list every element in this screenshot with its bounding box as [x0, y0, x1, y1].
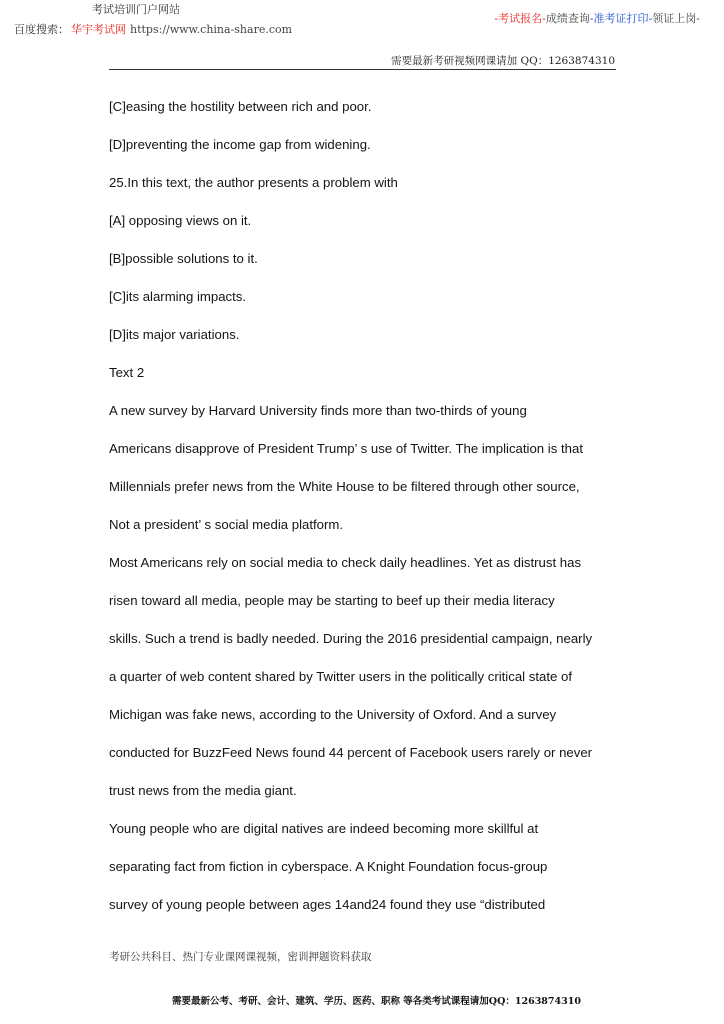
paragraph-line: Millennials prefer news from the White House to be filtered through other source, — [109, 479, 580, 494]
footer-note: 考研公共科目、热门专业课网课视频，密训押题资料获取 — [109, 951, 372, 963]
section-heading-text-2: Text 2 — [109, 365, 145, 380]
option-c-q25: [C]its alarming impacts. — [109, 289, 247, 304]
paragraph-line: Michigan was fake news, according to the University of Oxford. And a survey — [109, 707, 557, 722]
paragraph-line: Americans disapprove of President Trump’ s use of Twitter. The implication is that — [109, 441, 583, 456]
option-d-q24: [D]preventing the income gap from widening. — [109, 137, 371, 152]
header-links — [494, 10, 700, 26]
exam-registration-link[interactable]: -考试报名- — [494, 12, 546, 25]
score-query-link[interactable]: 成绩查询 — [545, 12, 590, 25]
paragraph-line: Not a president’ s social media platform. — [109, 517, 344, 532]
search-hint — [14, 21, 292, 37]
option-d-q25: [D]its major variations. — [109, 327, 240, 342]
paragraph-line: skills. Such a trend is badly needed. During the 2016 presidential campaign, nearly — [109, 631, 593, 646]
site-url[interactable]: https://www.china-share.com — [130, 23, 293, 36]
paragraph-line: trust news from the media giant. — [109, 783, 297, 798]
option-b-q25: [B]possible solutions to it. — [109, 251, 258, 266]
document-body — [109, 97, 619, 933]
paragraph-line: separating fact from fiction in cyberspace. A Knight Foundation focus-group — [109, 859, 548, 874]
option-a-q25: [A] opposing views on it. — [109, 213, 252, 228]
search-brand-link[interactable]: 华宇考试网 — [71, 23, 126, 36]
paragraph-line: risen toward all media, people may be starting to beef up their media literacy — [109, 593, 555, 608]
certificate-link[interactable]: 领证上岗- — [652, 12, 700, 25]
paragraph-line: Young people who are digital natives are indeed becoming more skillful at — [109, 821, 539, 836]
search-prefix: 百度搜索： — [14, 23, 69, 36]
paragraph-line: a quarter of web content shared by Twitter users in the politically critical state of — [109, 669, 573, 684]
portal-title: 考试培训门户网站 — [92, 3, 180, 16]
footer-contact: 需要最新公考、考研、会计、建筑、学历、医药、职称 等各类考试课程请加QQ：1263874310 — [172, 996, 581, 1007]
question-25: 25.In this text, the author presents a problem with — [109, 175, 398, 190]
paragraph-line: Most Americans rely on social media to check daily headlines. Yet as distrust has — [109, 555, 582, 570]
option-c-q24: [C]easing the hostility between rich and poor. — [109, 99, 372, 114]
paragraph-line: survey of young people between ages 14and24 found they use “distributed — [109, 897, 546, 912]
paragraph-line: conducted for BuzzFeed News found 44 percent of Facebook users rarely or never — [109, 745, 593, 760]
paragraph-line: A new survey by Harvard University finds more than two-thirds of young — [109, 403, 527, 418]
header-contact-note: 需要最新考研视频网课请加 QQ：1263874310 — [391, 55, 615, 67]
admission-ticket-link[interactable]: -准考证打印- — [589, 12, 653, 25]
header-divider — [109, 69, 616, 70]
